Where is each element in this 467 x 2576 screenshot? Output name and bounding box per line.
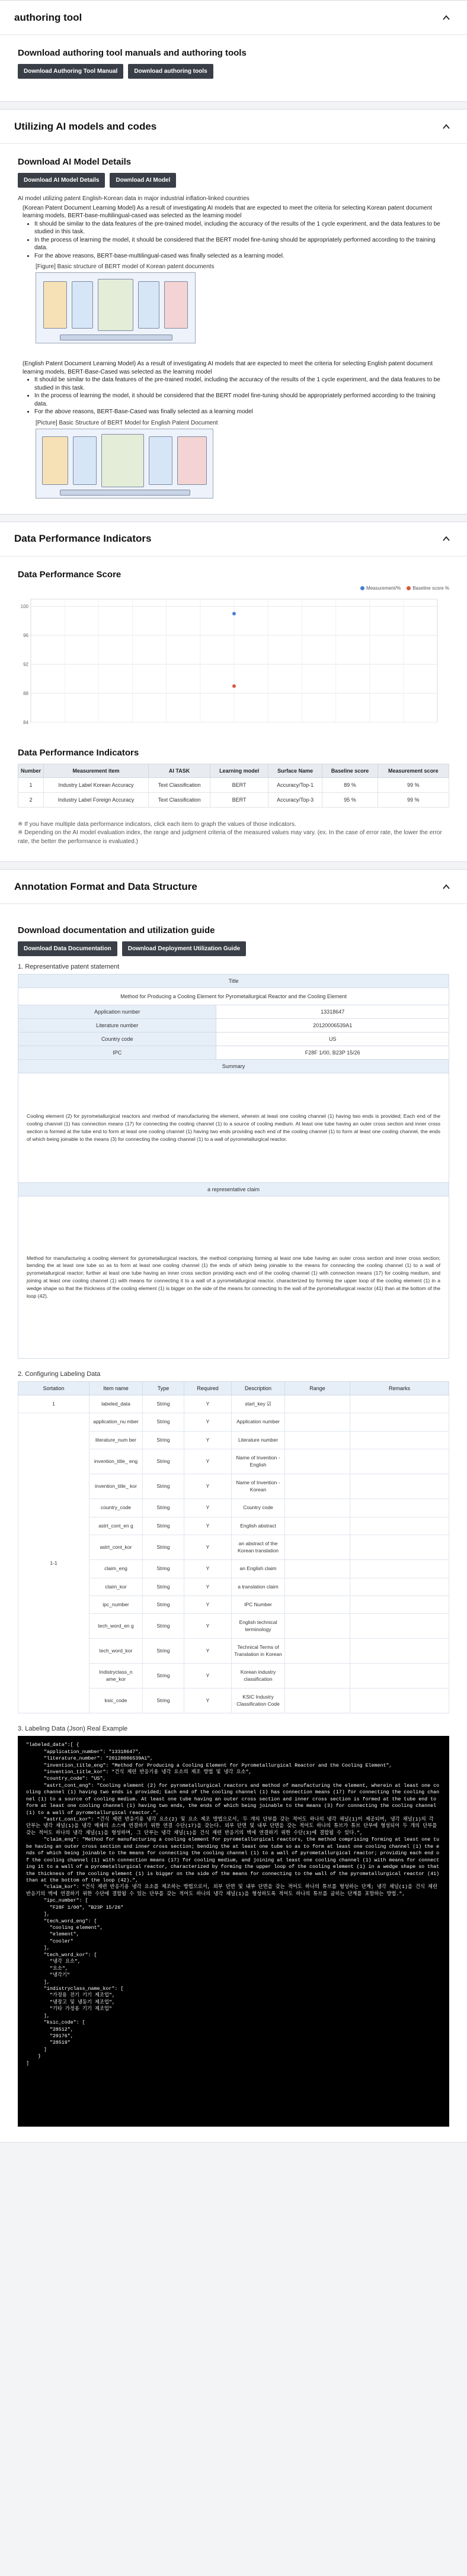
table-cell — [285, 1474, 350, 1499]
table-cell: claim_eng — [89, 1560, 143, 1578]
table-cell: Y — [184, 1431, 232, 1449]
table-cell: String — [143, 1517, 184, 1535]
table-cell: Name of Invention - Korean — [232, 1474, 285, 1499]
list-item: • It should be similar to the data features of the pre-trained model, including the accuracy of the results of the 1 cycle experiment, and the data features to be studied in this task. — [34, 220, 449, 236]
data-point[interactable] — [232, 684, 236, 687]
table-cell: 95 % — [322, 792, 378, 807]
y-tick-label: 84 — [23, 719, 28, 725]
table-cell: BERT — [210, 792, 268, 807]
table-cell: astrt_cont_kor — [89, 1535, 143, 1560]
table-cell — [350, 1517, 449, 1535]
list-item: • In the process of learning the model, it should be considered that the BERT model fine-tuning should be appropriately performed according to the training data. — [34, 392, 449, 408]
json-example-block: "labeled_data":[ { "application_number": "13318647", "literature_number": "20120006539A1", "invention_title_eng": "Method for Producing a Cooling Element for Pyrometallurgical Reactor and the Cooling Element", "invention_title_kor": "건식 제련 반응기용 냉각 요소의 제조 방법 및 냉각 요소", "country_code": "US", "astrt_cont_eng": "Cooling element (2) for pyrometallurgical reactors and method of manufacturing the element, wherein at least one cooling channel (1) having two ends is provided; Each end of the cooling channel (1) has connection means (17) for connecting the cooling channel (1) to a source of cooling medium. At least one tube having an outer cross section and inner cross section is formed at the tube end to form at least one cooling channel (1) having two ends, the ends of which being joinable to the means (3) for connecting the cooling channel (1) to a wall of pyrometallurgical reactor.", "astrt_cont_kor": "건식 제련 반응기용 냉각 요소(2) 및 요소 제조 방법으로서, 두 개의 단부를 갖는 적어도 하나의 냉각 채널(1)이 제공되며, 냉각 채널(1)의 각 단부는 냉각 채널(1)을 냉각 매체의 소스에 연결하기 위한 연결 수단(17)을 갖는다. 외부 단면 및 내부 단면을 갖는 적어도 하나의 튜브가 튜브 단부에 형성되어 두 개의 단부를 갖는 적어도 하나의 냉각 채널(1)을 형성하며, 그 단부는 냉각 채널(1)을 건식 제련 반응기의 벽에 연결하기 위한 수단(3)에 결합될 수 있다.", "claim_eng": "Method for manufacturing a cooling element for pyrometallurgical reactors, the method comprising forming at least one tube having an outer cross section and inner cross section; bending the at least one tube so as to form at least one cooling channel (1) the ends of which being joinable to the means for connecting the cooling channel (1) to a wall of pyrometallurgical reactor; providing each end of the cooling channel (1) with connection means (17) for cooling medium, and joining at least one cooling channel (1) with means for connecting it to a wall of a pyrometallurgical reactor, characterized by forming the upper loop of the cooling element (1) in a wedge shape so that the thickness of the cooling element (1) is bigger on the side of the means for connecting to the wall of the pyrometallurgical reactor (41) than at the bottom of the loop (42).", "claim_kor": "건식 제련 반응기용 냉각 요소를 제조하는 방법으로서, 외부 단면 및 내부 단면을 갖는 적어도 하나의 튜브를 형성하는 단계; 냉각 채널(1)을 건식 제련 반응기의 벽에 연결하기 위한 수단에 결합될 수 있는 단부를 갖는 적어도 하나의 냉각 채널(1)을 형성하도록 적어도 하나의 튜브를 굽히는 단계를 포함하는 방법.", "ipc_number": [ "F28F 1/00", "B23P 15/26" ], "tech_word_eng": [ "cooling element", "element", "cooler" ], "tech_word_kor": [ "냉각 요소", "요소", "냉각기" ], "indistryclass_name_kor": [ "가정용 전기 기기 제조업", "냉장고 및 냉동기 제조업", "기타 가정용 기기 제조업" ], "ksic_code": [ "28512", "29176", "28519" ] } ] — [18, 1736, 449, 2127]
table-cell: 89 % — [322, 777, 378, 792]
column-header: Sortation — [18, 1381, 89, 1395]
download-guide-button[interactable]: Download Deployment Utilization Guide — [122, 941, 246, 956]
table-cell: Y — [184, 1639, 232, 1664]
table-cell — [350, 1449, 449, 1474]
table-header-row — [18, 1381, 449, 1395]
table-cell — [350, 1431, 449, 1449]
table-cell: Korean industry classification — [232, 1664, 285, 1689]
table-cell: KSIC Industry Classification Code — [232, 1689, 285, 1713]
table-cell: English abstract — [232, 1517, 285, 1535]
table-cell — [285, 1578, 350, 1596]
table-cell — [285, 1535, 350, 1560]
column-header: Learning model — [210, 764, 268, 777]
table-cell — [350, 1614, 449, 1639]
table-cell: Y — [184, 1596, 232, 1614]
table-row — [18, 1005, 449, 1019]
labeling-table-body — [18, 1395, 449, 1713]
table-cell: 99 % — [378, 792, 449, 807]
panel-title: Annotation Format and Data Structure — [14, 880, 197, 892]
y-tick-label: 96 — [23, 632, 28, 638]
table-row[interactable] — [18, 777, 449, 792]
table-cell: ipc_number — [89, 1596, 143, 1614]
labeling-data-table — [18, 1381, 449, 1713]
chevron-up-icon[interactable] — [439, 10, 454, 25]
y-tick-label: 92 — [23, 661, 28, 667]
table-cell: String — [143, 1431, 184, 1449]
figure-caption: [Figure] Basic structure of BERT model of Korean patent documents — [36, 263, 215, 270]
table-cell — [285, 1639, 350, 1664]
table-cell: claim_kor — [89, 1578, 143, 1596]
table-cell: Country code — [232, 1499, 285, 1517]
list-item: • In the process of learning the model, it should be considered that the BERT model fine-tuning should be appropriately performed according to the training data. — [34, 236, 449, 252]
summary-label: Summary — [18, 1060, 449, 1073]
column-header: Measurement item — [44, 764, 149, 777]
table-cell — [350, 1560, 449, 1578]
subsection-title: 1. Representative patent statement — [18, 963, 120, 970]
list-item: • For the above reasons, BERT-base-multilingual-cased was finally selected as a learning model. — [34, 252, 449, 261]
korean-model-list — [18, 204, 449, 261]
intro-text: AI model utilizing patent English-Korean data in major industrial inflation-linked countries — [18, 195, 250, 202]
table-cell: IPC Number — [232, 1596, 285, 1614]
table-cell: String — [143, 1413, 184, 1431]
table-cell: 2 — [18, 792, 44, 807]
table-cell: a translation claim — [232, 1578, 285, 1596]
table-cell: country_code — [89, 1499, 143, 1517]
annotation-panel — [0, 869, 467, 2143]
table-cell — [350, 1664, 449, 1689]
row-key: Literature number — [18, 1019, 216, 1033]
performance-panel — [0, 522, 467, 863]
table-cell — [285, 1449, 350, 1474]
table-cell: 1 — [18, 777, 44, 792]
download-manual-button[interactable]: Download Authoring Tool Manual — [18, 64, 123, 79]
english-model-list — [18, 360, 449, 416]
table-cell — [350, 1639, 449, 1664]
table-cell: invention_title_ kor — [89, 1474, 143, 1499]
y-tick-label: 88 — [23, 690, 28, 696]
download-documentation-button[interactable]: Download Data Documentation — [18, 941, 117, 956]
table-row — [18, 1019, 449, 1033]
chevron-up-icon[interactable] — [439, 531, 454, 546]
download-tools-button[interactable]: Download authoring tools — [128, 64, 213, 79]
column-header: Description — [232, 1381, 285, 1395]
table-cell — [350, 1499, 449, 1517]
table-cell — [350, 1535, 449, 1560]
table-row — [18, 1046, 449, 1060]
section-heading: Download authoring tool manuals and authoring tools — [18, 48, 247, 58]
list-item: (Korean Patent Document Learning Model) As a result of investigating AI models that are expected to meet the criteria for selecting Korean patent document learning models, BERT-base-multilingual-cased was selected as the learning model — [23, 204, 432, 219]
section-heading: Data Performance Indicators — [18, 747, 139, 758]
table-row[interactable] — [18, 792, 449, 807]
table-cell — [285, 1431, 350, 1449]
table-cell — [350, 1395, 449, 1413]
table-cell: English technical terminology — [232, 1614, 285, 1639]
column-header: Remarks — [350, 1381, 449, 1395]
table-cell: an English claim — [232, 1560, 285, 1578]
section-heading: Download AI Model Details — [18, 157, 132, 167]
table-cell: BERT — [210, 777, 268, 792]
section-heading: Download documentation and utilization guide — [18, 925, 215, 935]
table-cell: tech_word_en g — [89, 1614, 143, 1639]
table-cell: Y — [184, 1413, 232, 1431]
claim-label: a representative claim — [18, 1182, 449, 1196]
table-cell: literature_num ber — [89, 1431, 143, 1449]
table-cell — [350, 1596, 449, 1614]
table-cell: Industry Label Foreign Accuracy — [44, 792, 149, 807]
table-cell: Y — [184, 1395, 232, 1413]
table-cell: ksic_code — [89, 1689, 143, 1713]
row-value: F28F 1/00, B23P 15/26 — [216, 1046, 449, 1060]
table-cell — [350, 1689, 449, 1713]
table-cell: Industry Label Korean Accuracy — [44, 777, 149, 792]
legend-label: Baseline score % — [412, 585, 449, 591]
panel-header[interactable] — [0, 110, 467, 144]
performance-table — [18, 764, 449, 808]
chevron-up-icon[interactable] — [439, 879, 454, 895]
column-header: Required — [184, 1381, 232, 1395]
column-header: Item name — [89, 1381, 143, 1395]
table-cell: an abstract of the Korean translation — [232, 1535, 285, 1560]
table-cell: String — [143, 1560, 184, 1578]
table-cell: Text Classification — [148, 777, 210, 792]
table-cell — [350, 1413, 449, 1431]
table-cell — [285, 1499, 350, 1517]
chevron-up-icon[interactable] — [439, 119, 454, 134]
column-header: Type — [143, 1381, 184, 1395]
download-model-details-button[interactable]: Download AI Model Details — [18, 173, 105, 188]
panel-header[interactable] — [0, 1, 467, 35]
table-cell: Y — [184, 1560, 232, 1578]
table-cell: Accuracy/Top-3 — [268, 792, 322, 807]
table-cell: Indistryclass_n ame_kor — [89, 1664, 143, 1689]
table-cell: String — [143, 1395, 184, 1413]
subsection-title: 3. Labeling Data (Json) Real Example — [18, 1725, 128, 1733]
title-value: Method for Producing a Cooling Element for Pyrometallurgical Reactor and the Cooling Element — [18, 988, 449, 1005]
bert-korean-diagram — [36, 272, 196, 343]
list-item: (English Patent Document Learning Model) As a result of investigating AI models that are expected to meet the criteria for selecting English patent document learning models, BERT-Base-Cased was selected as the learning model — [23, 361, 433, 375]
table-cell: labeled_data — [89, 1395, 143, 1413]
table-cell: tech_word_kor — [89, 1639, 143, 1664]
table-cell: Y — [184, 1535, 232, 1560]
subsection-title: 2. Configuring Labeling Data — [18, 1370, 101, 1378]
legend-item[interactable] — [360, 586, 401, 591]
table-cell: Y — [184, 1517, 232, 1535]
table-cell: Y — [184, 1449, 232, 1474]
table-cell: start_key ☑ — [232, 1395, 285, 1413]
table-cell: String — [143, 1614, 184, 1639]
figure-caption: [Picture] Basic Structure of BERT Model for English Patent Document — [36, 419, 218, 426]
row-key: Application number — [18, 1005, 216, 1019]
authoring-tool-panel — [0, 0, 467, 102]
row-value: 13318647 — [216, 1005, 449, 1019]
table-row — [18, 1413, 449, 1431]
table-cell: Text Classification — [148, 792, 210, 807]
table-row — [18, 1395, 449, 1413]
column-header: AI TASK — [148, 764, 210, 777]
table-cell — [285, 1664, 350, 1689]
data-point[interactable] — [232, 612, 236, 615]
table-cell: Literature number — [232, 1431, 285, 1449]
table-cell — [285, 1560, 350, 1578]
row-value: 20120006539A1 — [216, 1019, 449, 1033]
panel-header[interactable] — [0, 870, 467, 904]
table-cell: Accuracy/Top-1 — [268, 777, 322, 792]
table-cell — [285, 1614, 350, 1639]
table-cell — [285, 1689, 350, 1713]
column-header: Baseline score — [322, 764, 378, 777]
table-cell: String — [143, 1578, 184, 1596]
table-cell: 1 — [18, 1395, 89, 1413]
bert-english-diagram — [36, 429, 213, 499]
table-cell: Y — [184, 1614, 232, 1639]
table-cell: Application number — [232, 1413, 285, 1431]
column-header: Number — [18, 764, 44, 777]
note-text: ※ If you have multiple data performance indicators, click each item to graph the values of those indicators. — [18, 821, 296, 828]
table-cell: String — [143, 1689, 184, 1713]
section-heading: Data Performance Score — [18, 569, 121, 580]
table-cell: String — [143, 1639, 184, 1664]
table-row — [18, 1033, 449, 1046]
table-cell: String — [143, 1664, 184, 1689]
table-cell — [285, 1517, 350, 1535]
list-item: • It should be similar to the data features of the pre-trained model, including the accuracy of the results of the 1 cycle experiment, and the data features to be studied in this task. — [34, 376, 449, 392]
summary-text: Cooling element (2) for pyrometallurgical reactors and method of manufacturing the element, wherein at least one cooling channel (1) having two ends is provided; Each end of the cooling channel (1) has connection means (17) for connecting the cooling channel (1) to a source of cooling medium. At least one tube having an outer cross section and inner cross section is formed at the tube end to form at least one cooling channel (1) having two ends providing each end of the cooling channel (1) to form at least one cooling channel, the ends of which being joinable to the means (3) for connecting the cooling channel (1) to a wall of pyrometallurgical reactor. — [18, 1073, 449, 1183]
panel-header[interactable] — [0, 522, 467, 557]
table-cell: astrt_cont_en g — [89, 1517, 143, 1535]
table-cell: Y — [184, 1664, 232, 1689]
column-header: Measurement score — [378, 764, 449, 777]
download-model-button[interactable]: Download AI Model — [110, 173, 176, 188]
list-item: • For the above reasons, BERT-Base-Cased was finally selected as a learning model — [34, 408, 449, 416]
claim-text: Method for manufacturing a cooling element for pyrometallurgical reactors, the method comprising forming at least one tube having an outer cross section and inner cross section; bending the at least one tube so as to form at least one cooling channel (1) the ends of which being joinable to the means for connecting the cooling channel (1) to a wall of pyrometallurgical reactor; further at least one tube having an inner cross section providing each end of the cooling channel (1) with connection means (17) for cooling medium, and joining at least one cooling channel (1) with means for connecting it to a wall of a pyrometallurgical reactor, characterized by forming the upper loop of the cooling element (1) in a wedge shape so that the thickness of the cooling element (1) is bigger on the side of the means for connecting to the wall of the pyrometallurgical reactor (41) than at the bottom of the loop (42). — [18, 1196, 449, 1358]
row-value: US — [216, 1033, 449, 1046]
column-header: Surface Name — [268, 764, 322, 777]
table-cell — [285, 1395, 350, 1413]
table-cell: Technical Terms of Translation in Korean — [232, 1639, 285, 1664]
y-tick-label: 100 — [20, 603, 28, 609]
table-cell: String — [143, 1449, 184, 1474]
table-cell: 99 % — [378, 777, 449, 792]
note-text: ※ Depending on the AI model evaluation index, the range and judgment criteria of the measured values may vary. (ex. In the case of error rate, the lower the error rate, the better the performance is evaluated.) — [18, 829, 442, 845]
group-cell: 1-1 — [18, 1413, 89, 1713]
table-cell: application_nu mber — [89, 1413, 143, 1431]
table-cell: String — [143, 1499, 184, 1517]
table-cell: Y — [184, 1474, 232, 1499]
table-cell: Y — [184, 1499, 232, 1517]
table-cell: invention_title_ eng — [89, 1449, 143, 1474]
table-cell — [285, 1596, 350, 1614]
panel-title: authoring tool — [14, 11, 82, 23]
title-label: Title — [18, 975, 449, 988]
table-cell: Name of Invention - English — [232, 1449, 285, 1474]
table-cell: Y — [184, 1689, 232, 1713]
table-cell — [350, 1578, 449, 1596]
ai-models-panel — [0, 109, 467, 514]
legend-item[interactable] — [407, 586, 449, 591]
patent-statement-table — [18, 974, 449, 1359]
table-cell: String — [143, 1535, 184, 1560]
column-header: Range — [285, 1381, 350, 1395]
row-key: Country code — [18, 1033, 216, 1046]
table-cell: String — [143, 1596, 184, 1614]
chart-legend — [18, 586, 449, 591]
table-cell — [285, 1413, 350, 1431]
legend-label: Measurement/% — [366, 585, 401, 591]
table-cell: Y — [184, 1578, 232, 1596]
table-header-row — [18, 764, 449, 777]
table-cell: String — [143, 1474, 184, 1499]
panel-title: Data Performance Indicators — [14, 533, 152, 544]
panel-title: Utilizing AI models and codes — [14, 120, 157, 132]
table-cell — [350, 1474, 449, 1499]
row-key: IPC — [18, 1046, 216, 1060]
performance-chart — [18, 593, 449, 729]
